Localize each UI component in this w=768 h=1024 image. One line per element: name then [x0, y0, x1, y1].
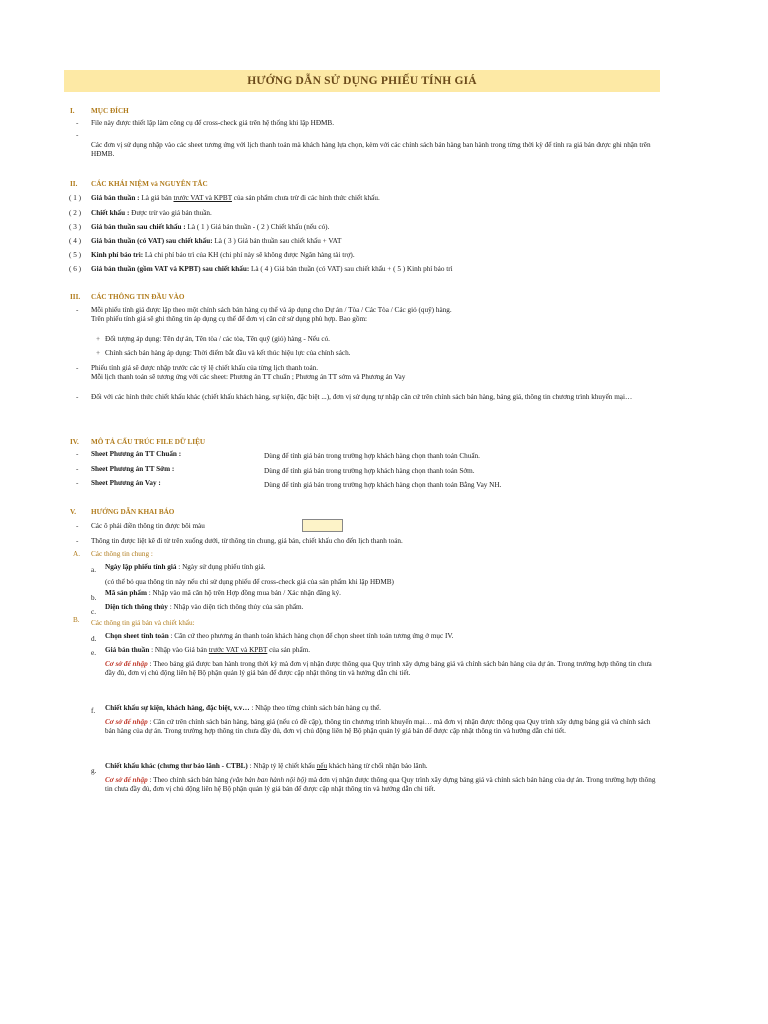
item-g: Chiết khấu khác (chưng thư bảo lãnh - CTBL) : Nhập tỷ lệ chiết khấu nếu khách hàng từ chối nhận bảo lãnh. — [105, 762, 428, 770]
concept-4: Giá bán thuần (có VAT) sau chiết khấu: Là ( 3 ) Giá bán thuần sau chiết khấu + VAT — [91, 237, 342, 245]
concept-6-number: ( 6 ) — [69, 265, 81, 273]
dash: - — [76, 479, 79, 487]
item-f-basis: Cơ sở để nhập : Căn cứ trên chính sách bán hàng, bảng giá (nếu có đề cập), thông tin chương trình khuyến mại… mà đơn vị nhận được thông qua Quy trình xây dựng bảng giá và chính sách bán hàng của dự án. Trong trường hợp thông tin chưa đầy đủ, đơn vị chủ động liên hệ Bộ phận quản lý giá bán để được cập nhật thông tin và hướng dẫn chi tiết. — [105, 718, 651, 736]
item-d-letter: d. — [91, 635, 97, 643]
section-4-heading: MÔ TẢ CẤU TRÚC FILE DỮ LIỆU — [91, 438, 206, 446]
sheet-name-1: Sheet Phương án TT Chuẩn : — [91, 450, 182, 458]
sheet-name-2: Sheet Phương án TT Sớm : — [91, 465, 175, 473]
dash: - — [76, 119, 79, 127]
section-1-bullet-1: File này được thiết lập làm công cụ để cross-check giá trên hệ thống khi lập HĐMB. — [91, 119, 335, 127]
dash: - — [76, 537, 79, 545]
item-a: Ngày lập phiếu tính giá : Ngày sử dụng phiếu tính giá. — [105, 563, 266, 571]
dash: - — [76, 364, 79, 372]
section-3-plus-1: Đối tượng áp dụng: Tên dự án, Tên tòa / các tòa, Tên quỹ (giỏ) hàng - Nếu có. — [105, 335, 330, 343]
section-5-heading: HƯỚNG DẪN KHAI BÁO — [91, 508, 175, 516]
item-g-basis: Cơ sở để nhập : Theo chính sách bán hàng (văn bản ban hành nội bộ) mà đơn vị nhận được thông qua Quy trình xây dựng bảng giá và chính sách bán hàng của dự án. Trong trường hợp thông tin chưa đầy đủ, đơn vị chủ động liên hệ Bộ phận quản lý giá bán để được cập nhật thông tin và hướng dẫn chi tiết. — [105, 776, 656, 794]
subsection-b-letter: B. — [73, 616, 80, 624]
item-e-letter: e. — [91, 649, 96, 657]
item-c-letter: c. — [91, 608, 96, 616]
item-a-letter: a. — [91, 566, 96, 574]
dash: - — [76, 306, 79, 314]
concept-5-number: ( 5 ) — [69, 251, 81, 259]
concept-1-number: ( 1 ) — [69, 194, 81, 202]
section-3-para-1b: Trên phiếu tính giá sẽ ghi thông tin áp dụng cụ thể để đơn vị căn cứ sử dụng phù hợp. Bao gồm: — [91, 315, 368, 323]
fill-color-sample — [302, 519, 343, 532]
item-b: Mã sản phẩm : Nhập vào mã căn hộ trên Hợp đồng mua bán / Xác nhận đăng ký. — [105, 589, 341, 597]
subsection-a-heading: Các thông tin chung : — [91, 550, 153, 558]
section-2-heading: CÁC KHÁI NIỆM và NGUYÊN TẮC — [91, 180, 208, 188]
plus: + — [96, 349, 101, 357]
dash: - — [76, 465, 79, 473]
item-b-letter: b. — [91, 594, 97, 602]
section-1-number: I. — [70, 107, 75, 115]
title-banner — [64, 70, 660, 92]
sheet-desc-2: Dùng để tính giá bán trong trường hợp khách hàng chọn thanh toán Sớm. — [264, 467, 475, 475]
section-4-number: IV. — [70, 438, 79, 446]
sheet-desc-3: Dùng để tính giá bán trong trường hợp khách hàng chọn thanh toán Bằng Vay NH. — [264, 481, 502, 489]
item-a-note: (có thể bỏ qua thông tin này nếu chỉ sử dụng phiếu để cross-check giá của sản phẩm khi lập HĐMB) — [105, 578, 394, 586]
sheet-name-3: Sheet Phương án Vay : — [91, 479, 161, 487]
dash: - — [76, 131, 79, 139]
concept-3-number: ( 3 ) — [69, 223, 81, 231]
concept-1: Giá bán thuần : Là giá bán trước VAT và KPBT của sản phẩm chưa trừ đi các hình thức chiết khấu. — [91, 194, 380, 202]
section-3-plus-2: Chính sách bán hàng áp dụng: Thời điểm bắt đầu và kết thúc hiệu lực của chính sách. — [105, 349, 351, 357]
section-1-heading: MỤC ĐÍCH — [91, 107, 129, 115]
concept-5: Kinh phí bảo trì: Là chi phí bảo trì của KH (chi phí này sẽ không được Ngân hàng tài trợ). — [91, 251, 355, 259]
subsection-a-letter: A. — [73, 550, 80, 558]
section-5-bullet-1: Các ô phải điền thông tin được bôi màu — [91, 522, 205, 530]
section-3-para-2a: Phiếu tính giá sẽ được nhập trước các tỷ lệ chiết khấu của từng lịch thanh toán. — [91, 364, 319, 372]
section-3-number: III. — [70, 293, 81, 301]
section-1-bullet-2: Các đơn vị sử dụng nhập vào các sheet tương ứng với lịch thanh toán mà khách hàng lựa chọn, kèm với các chính sách bán hàng ban hành trong từng thời kỳ để tính ra giá bán được ghi nhận trên HĐMB. — [91, 141, 651, 159]
document-title: HƯỚNG DẪN SỬ DỤNG PHIẾU TÍNH GIÁ — [247, 75, 477, 87]
item-g-letter: g. — [91, 767, 97, 775]
item-e: Giá bán thuần : Nhập vào Giá bán trước VAT và KPBT của sản phẩm. — [105, 646, 311, 654]
section-3-para-1a: Mỗi phiếu tính giá được lập theo một chính sách bán hàng cụ thể và áp dụng cho Dự án / Tòa / Các Tòa / Các giỏ (quỹ) hàng. — [91, 306, 452, 314]
plus: + — [96, 335, 101, 343]
dash: - — [76, 393, 79, 401]
concept-6: Giá bán thuần (gồm VAT và KPBT) sau chiết khấu: Là ( 4 ) Giá bán thuần (có VAT) sau chiết khấu + ( 5 ) Kinh phí bảo trì — [91, 265, 453, 273]
dash: - — [76, 522, 79, 530]
concept-2-number: ( 2 ) — [69, 209, 81, 217]
section-5-number: V. — [70, 508, 77, 516]
item-e-basis: Cơ sở để nhập : Theo bảng giá được ban hành trong thời kỳ mà đơn vị nhận được thông qua Quy trình xây dựng bảng giá và chính sách bán hàng của dự án. Trong trường hợp thông tin chưa đầy đủ, đơn vị chủ động liên hệ Bộ phận quản lý giá bán để được cập nhật thông tin và hướng dẫn chi tiết. — [105, 660, 652, 678]
subsection-b-heading: Các thông tin giá bán và chiết khấu: — [91, 619, 195, 627]
concept-2: Chiết khấu : Được trừ vào giá bán thuần. — [91, 209, 212, 217]
item-d: Chọn sheet tính toán : Căn cứ theo phương án thanh toán khách hàng chọn để chọn sheet tính toán tương ứng ở mục IV. — [105, 632, 454, 640]
section-5-bullet-2: Thông tin được liệt kê đi từ trên xuống dưới, từ thông tin chung, giá bán, chiết khấu cho đến lịch thanh toán. — [91, 537, 403, 545]
item-f: Chiết khấu sự kiện, khách hàng, đặc biệt, v.v… : Nhập theo từng chính sách bán hàng cụ thể. — [105, 704, 381, 712]
section-3-heading: CÁC THÔNG TIN ĐẦU VÀO — [91, 293, 185, 301]
item-c: Diện tích thông thủy : Nhập vào diện tích thông thủy của sản phẩm. — [105, 603, 304, 611]
concept-4-number: ( 4 ) — [69, 237, 81, 245]
section-3-para-2b: Mỗi lịch thanh toán sẽ tương ứng với các sheet: Phương án TT chuẩn ; Phương án TT sớm và Phương án Vay — [91, 373, 406, 381]
concept-3: Giá bán thuần sau chiết khấu : Là ( 1 ) Giá bán thuần - ( 2 ) Chiết khấu (nếu có). — [91, 223, 330, 231]
sheet-desc-1: Dùng để tính giá bán trong trường hợp khách hàng chọn thanh toán Chuẩn. — [264, 452, 480, 460]
item-f-letter: f. — [91, 707, 96, 715]
dash: - — [76, 450, 79, 458]
section-2-number: II. — [70, 180, 78, 188]
section-3-para-3: Đối với các hình thức chiết khấu khác (chiết khấu khách hàng, sự kiện, đặc biệt ...), đơn vị sử dụng tự nhập căn cứ trên chính sách bán hàng, bảng giá, thông tin chương trình khuyến mại… — [91, 393, 633, 401]
